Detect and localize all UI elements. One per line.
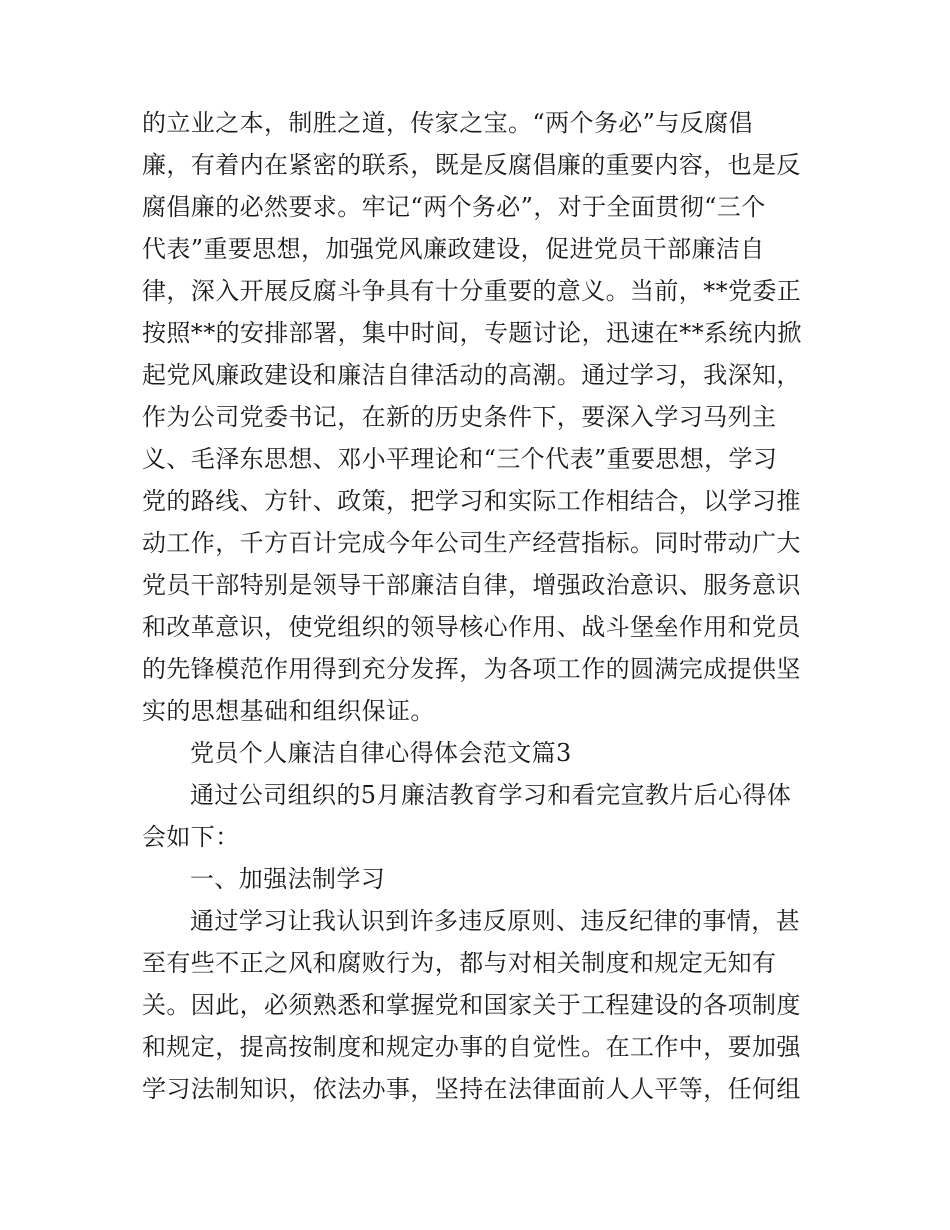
text-line: 通过学习让我认识到许多违反原则、违反纪律的事情，甚 — [190, 907, 800, 935]
text-line: 动工作，千方百计完成今年公司生产经营指标。同时带动广大 — [142, 529, 801, 557]
text-line: 起党风廉政建设和廉洁自律活动的高潮。通过学习，我深知， — [142, 361, 801, 389]
paragraph-3 — [142, 900, 812, 1110]
text-line: 党的路线、方针、政策，把学习和实际工作相结合，以学习推 — [142, 487, 801, 515]
text-line: 和改革意识，使党组织的领导核心作用、战斗堡垒作用和党员 — [142, 613, 801, 641]
text-line: 代表”重要思想，加强党风廉政建设，促进党员干部廉洁自 — [142, 235, 765, 263]
text-line: 廉，有着内在紧密的联系，既是反腐倡廉的重要内容，也是反 — [142, 151, 801, 179]
text-line: 通过公司组织的5月廉洁教育学习和看完宣教片后心得体 — [190, 781, 792, 809]
text-line: 律，深入开展反腐斗争具有十分重要的意义。当前，**党委正 — [142, 277, 802, 305]
text-line: 和规定，提高按制度和规定办事的自觉性。在工作中，要加强 — [142, 1033, 801, 1061]
text-line: 的先锋模范作用得到充分发挥，为各项工作的圆满完成提供坚 — [142, 655, 801, 683]
text-line: 腐倡廉的必然要求。牢记“两个务必”，对于全面贯彻“三个 — [142, 193, 766, 221]
paragraph-2 — [142, 774, 812, 858]
text-line: 至有些不正之风和腐败行为，都与对相关制度和规定无知有 — [142, 949, 777, 977]
text-line: 义、毛泽东思想、邓小平理论和“三个代表”重要思想，学习 — [142, 445, 778, 473]
paragraph-1 — [142, 102, 812, 732]
text-line: 关。因此，必须熟悉和掌握党和国家关于工程建设的各项制度 — [142, 991, 801, 1019]
text-line: 学习法制知识，依法办事，坚持在法律面前人人平等，任何组 — [142, 1075, 801, 1103]
article-heading: 党员个人廉洁自律心得体会范文篇3 — [190, 739, 572, 767]
text-line: 按照**的安排部署，集中时间，专题讨论，迅速在**系统内掀 — [142, 319, 802, 347]
text-line: 党员干部特别是领导干部廉洁自律，增强政治意识、服务意识 — [142, 571, 801, 599]
text-line: 的立业之本，制胜之道，传家之宝。“两个务必”与反腐倡 — [142, 109, 753, 137]
text-line: 会如下： — [142, 823, 240, 851]
text-line: 实的思想基础和组织保证。 — [142, 697, 435, 725]
document-body — [142, 102, 812, 1110]
section-heading: 一、加强法制学习 — [190, 865, 386, 893]
text-line: 作为公司党委书记，在新的历史条件下，要深入学习马列主 — [142, 403, 777, 431]
